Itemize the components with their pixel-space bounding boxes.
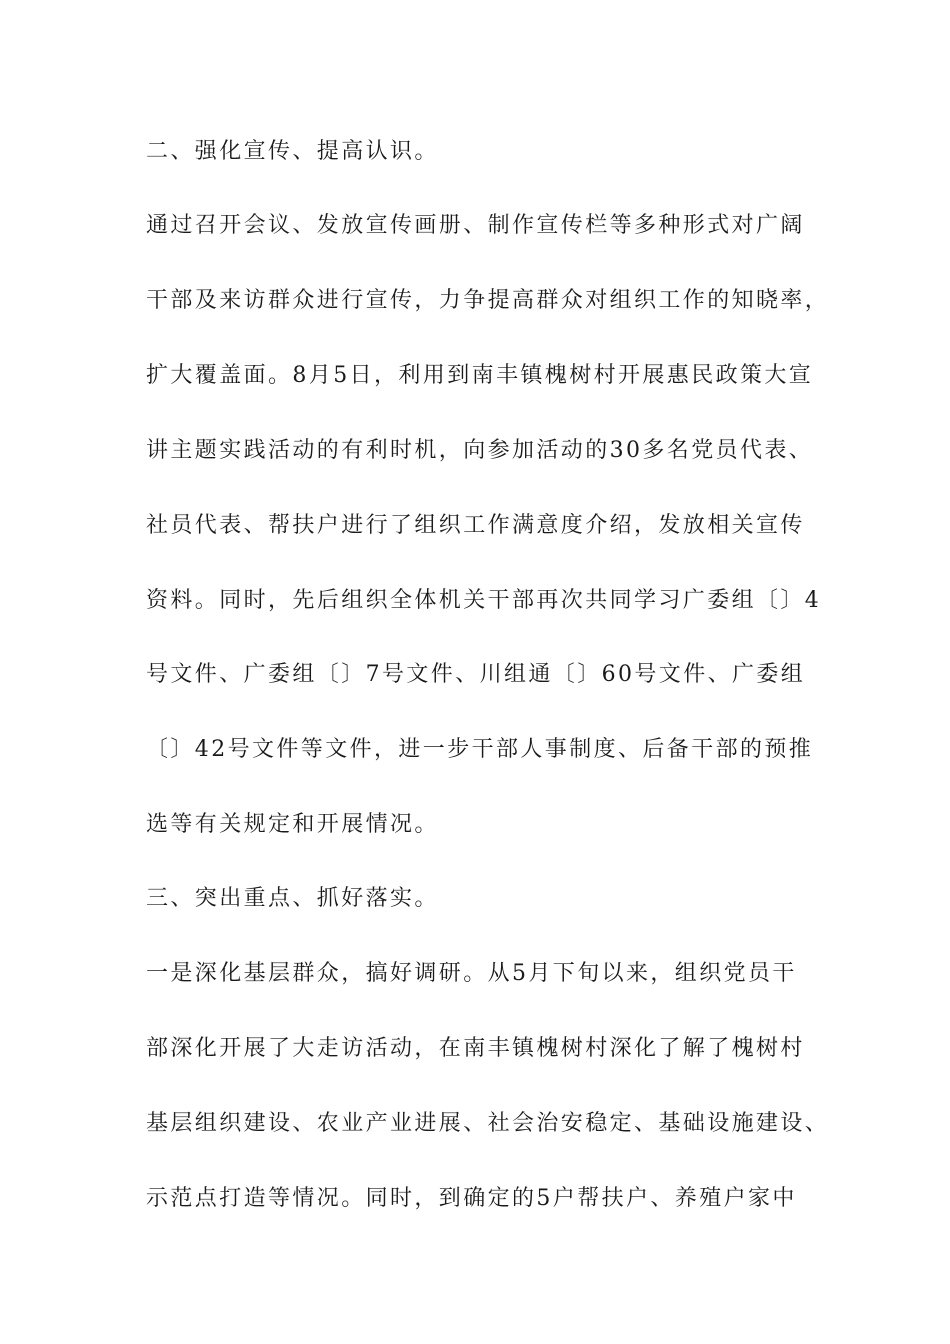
paragraph-line: 讲主题实践活动的有利时机，向参加活动的30多名党员代表、 <box>146 438 814 463</box>
paragraph-line: 选等有关规定和开展情况。 <box>146 812 439 837</box>
section-heading-2: 二、强化宣传、提高认识。 <box>146 139 439 164</box>
paragraph-line: 号文件、广委组〔〕7号文件、川组通〔〕60号文件、广委组 <box>146 662 806 687</box>
paragraph-line: 示范点打造等情况。同时，到确定的5户帮扶户、养殖户家中 <box>146 1186 797 1211</box>
paragraph-line: 部深化开展了大走访活动，在南丰镇槐树村深化了解了槐树村 <box>146 1036 805 1061</box>
paragraph-line: 干部及来访群众进行宣传，力争提高群众对组织工作的知晓率， <box>146 288 830 313</box>
paragraph-line: 〔〕42号文件等文件，进一步干部人事制度、后备干部的预推 <box>146 737 814 762</box>
paragraph-line: 通过召开会议、发放宣传画册、制作宣传栏等多种形式对广阔 <box>146 213 805 238</box>
paragraph-line: 社员代表、帮扶户进行了组织工作满意度介绍，发放相关宣传 <box>146 513 805 538</box>
paragraph-line: 扩大覆盖面。8月5日，利用到南丰镇槐树村开展惠民政策大宣 <box>146 363 814 388</box>
paragraph-line: 资料。同时，先后组织全体机关干部再次共同学习广委组〔〕4 <box>146 588 822 613</box>
paragraph-line: 基层组织建设、农业产业进展、社会治安稳定、基础设施建设、 <box>146 1111 830 1136</box>
paragraph-line: 一是深化基层群众，搞好调研。从5月下旬以来，组织党员干 <box>146 961 797 986</box>
section-heading-3: 三、突出重点、抓好落实。 <box>146 886 439 911</box>
